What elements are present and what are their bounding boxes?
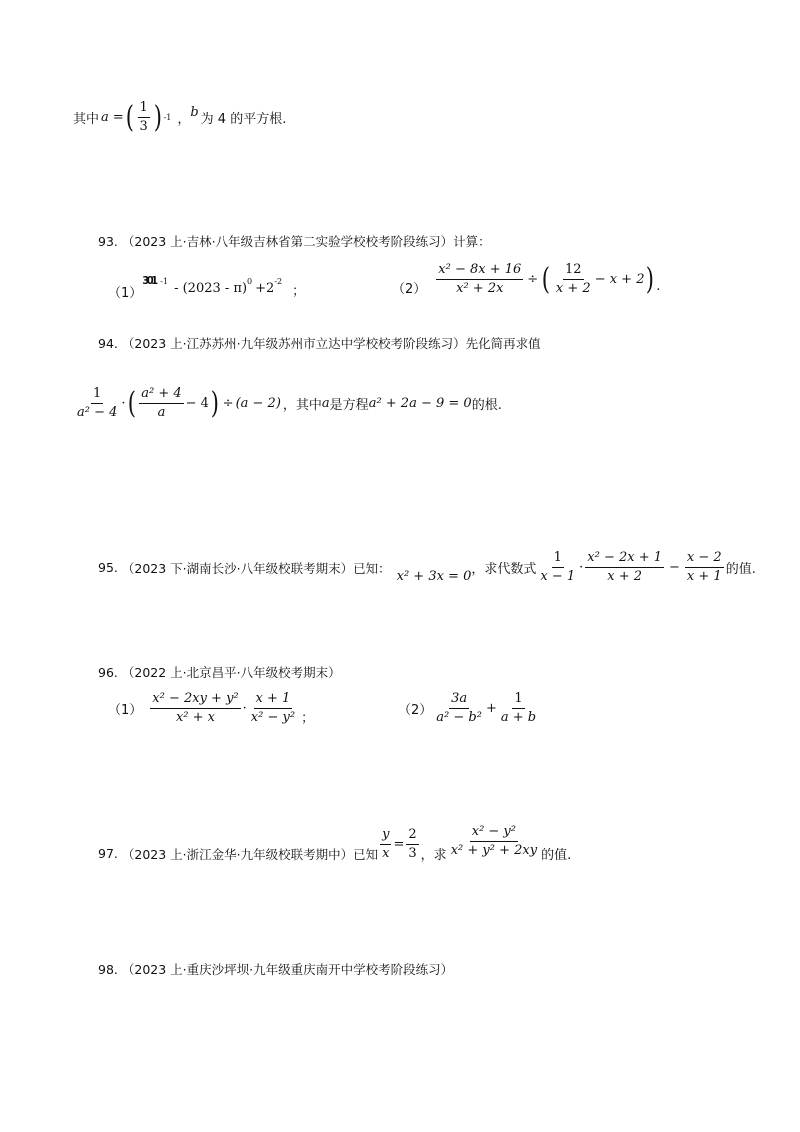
q94-equation: a² + 2a − 9 = 0 [368,396,472,411]
q96-p2-f2 [499,691,538,726]
q96-p2-f2-num: 1 [512,691,524,709]
q97-f-num: x² − y² [470,824,518,842]
q94-lparen: ( [127,385,136,421]
q97-value-fraction [406,827,418,862]
q93-p1-exp0: 0 [247,277,253,286]
q96-p1-f1-den: x² + x [175,710,215,725]
q98-source: （2023 上·重庆沙坪坝·九年级重庆南开中学校考阶段练习） [121,962,454,977]
q97-v-den: 3 [408,846,417,861]
q95-text2: 的值. [725,562,756,577]
top-exp: -1 [163,113,172,122]
q96-p1-f2-den: x² − y² [250,710,296,725]
q94-f2 [139,386,183,421]
q93-p1-exp1: -1 [160,277,169,286]
top-condition-line [73,100,286,135]
q97-f-den: x² + y² + 2xy [450,843,538,858]
top-comma: ， [177,112,191,127]
q95-minus: − [669,560,680,575]
q96-source: （2022 上·北京昌平·八年级校考期末） [121,665,341,680]
q93-p2-label: （2） [392,282,427,297]
q96-p1-end: ； [301,711,315,726]
q96-header [98,663,341,681]
q95-source: （2023 下·湖南长沙·八年级校联考期末）已知： [121,560,391,576]
q94-f2-rest: − 4 [185,396,209,411]
q93-p2-inner-fraction [554,262,593,297]
q93-p2-den: x² + 2x [456,281,504,296]
q93-number: 93. [98,234,118,249]
q93-p2-inner-rest: − x + 2 [594,272,645,287]
q95-f3 [685,550,724,585]
q96-p2-f1 [434,691,484,726]
q97-fraction [449,824,539,859]
q93-p2-lparen: ( [541,261,551,297]
q93-p2-end: . [656,279,661,294]
q96-p1-f2-num: x + 1 [254,691,293,709]
q93-part1 [108,262,305,301]
q94-header [98,334,541,352]
q93-p1-label: （1） [108,286,143,301]
q97-v-num: 2 [406,827,418,845]
q94-a: a [321,396,330,411]
q93-p2-num: x² − 8x + 16 [436,262,523,280]
q94-f2-num: a² + 4 [139,386,183,404]
q94-f1-den: a² − 4 [77,405,118,420]
q95-given: x² + 3x = 0 [396,569,472,584]
q95-f1-den: x − 1 [540,569,576,584]
q93-p1-end: ； [292,284,306,299]
q97-source: （2023 上·浙江金华·九年级校联考期中）已知 [121,846,379,862]
q94-rparen: ) [210,385,219,421]
q96-part1 [108,691,314,726]
q93-p2-inner-den: x + 2 [555,281,591,296]
q94-text1: ，其中 [282,398,322,413]
q98-number: 98. [98,962,118,977]
q94-number: 94. [98,336,118,351]
q97-g-den: x [382,846,390,861]
q96-plus: + [485,701,497,716]
q93-source: （2023 上·吉林·八年级吉林省第二实验学校校考阶段练习）计算： [121,234,491,249]
q97-text1: ，求 [420,848,447,863]
q93-header [98,232,491,250]
q96-number: 96. [98,665,118,680]
q94-div: ÷ [222,396,234,411]
q96-p1-f1 [150,691,240,726]
q94-dot: · [121,396,126,411]
q98-header [98,960,453,978]
top-frac-num: 1 [138,100,150,118]
q96-p2-f1-num: 3a [449,691,469,709]
q95-text1: ，求代数式 [471,562,537,577]
q97-eq: = [393,837,405,852]
q97-number: 97. [98,846,118,861]
q95-f1-num: 1 [552,550,564,568]
q93-p1-mid: - (2023 - π) [174,281,248,296]
q97-line [98,826,571,863]
q97-g-num: y [380,827,391,845]
q95-number: 95. [98,560,118,575]
q96-p2-f1-den: a² − b² [436,710,482,725]
q96-p1-label: （1） [108,703,143,718]
left-paren: ( [125,99,134,135]
q93-p1-tail: +2 [255,281,275,296]
top-fraction [138,100,150,135]
q95-line [98,550,756,585]
q96-p2-f2-den: a + b [500,710,537,725]
top-suffix: 为 4 的平方根. [200,112,287,127]
q93-p2-fraction [436,262,523,297]
q93-p1-exp2: -2 [274,277,283,286]
top-prefix: 其中 [73,112,100,127]
q96-part2 [398,691,540,726]
top-b: b [190,105,199,120]
top-a-eq: a = [101,110,124,125]
q94-f1-num: 1 [91,386,103,404]
q97-given-fraction [380,827,391,862]
q96-p1-f1-num: x² − 2xy + y² [150,691,240,709]
q95-f2-den: x + 2 [607,569,643,584]
q95-f2-num: x² − 2x + 1 [585,550,664,568]
q94-f1 [75,386,119,421]
q93-p2-rparen: ) [646,261,655,297]
q93-p1-garbled-expression: 3 0 1 [142,275,156,288]
right-paren: ) [153,99,162,135]
q93-part2 [392,262,660,297]
q95-f1 [538,550,577,585]
top-frac-den: 3 [139,119,148,134]
q94-text3: 的根. [471,398,502,413]
q95-f3-den: x + 1 [686,569,722,584]
q93-p2-inner-num: 12 [563,262,584,280]
q96-p2-label: （2） [398,703,433,718]
q93-p2-div: ÷ [527,272,539,287]
q94-expression-line [73,386,502,421]
q95-dot: · [579,560,584,575]
q95-f2 [585,550,664,585]
q94-tail: (a − 2) [235,396,281,411]
q96-p1-f2 [249,691,297,726]
q95-f3-num: x − 2 [685,550,724,568]
q97-text2: 的值. [541,848,572,863]
q94-f2-den: a [157,405,166,420]
q96-dot: · [242,701,247,716]
q94-source: （2023 上·江苏苏州·九年级苏州市立达中学校校考阶段练习）先化简再求值 [121,336,541,351]
q94-text2: 是方程 [329,398,369,413]
